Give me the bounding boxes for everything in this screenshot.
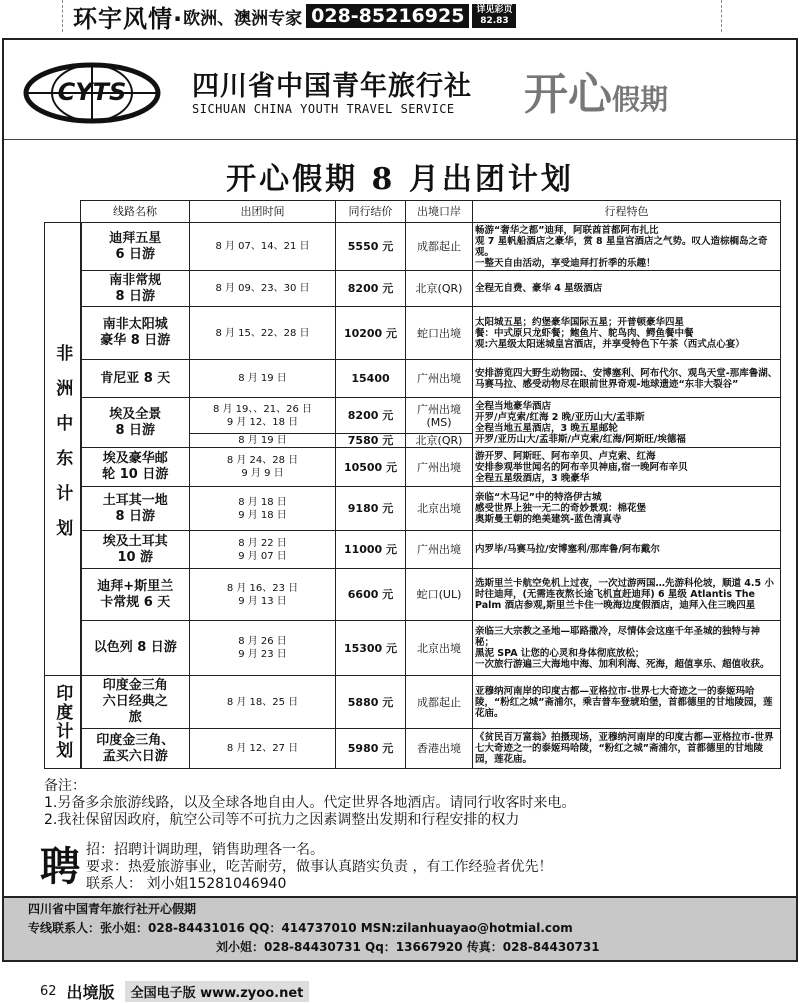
itinerary-features: 全程无自费、豪华 4 星级酒店 xyxy=(473,271,781,307)
departure-dates: 8 月 24、28 日 9 月 9 日 xyxy=(190,448,336,487)
route-name: 埃及豪华邮 轮 10 日游 xyxy=(81,448,190,487)
table-row xyxy=(45,531,781,569)
brand-logo xyxy=(524,58,668,122)
departure-port: 北京出境 xyxy=(406,621,473,676)
group-label: 非洲中东计划 xyxy=(45,223,81,676)
departure-port: 香港出境 xyxy=(406,729,473,769)
departure-dates: 8 月 19 日 xyxy=(190,434,336,448)
col-header: 出团时间 xyxy=(190,201,336,223)
route-name: 埃及土耳其 10 游 xyxy=(81,531,190,569)
itinerary-features: 《贫民百万富翁》拍摄现场，亚穆纳河南岸的印度古都—亚格拉市-世界七大奇迹之一的泰姬玛哈陵，“粉红之城”斋浦尔，首都德里的甘地陵园，莲花庙。 xyxy=(473,729,781,769)
recruitment xyxy=(40,842,740,894)
price: 15400 xyxy=(336,360,406,398)
price: 8200 元 xyxy=(336,271,406,307)
banner-subtitle: 欧洲、澳洲专家 xyxy=(183,8,303,29)
itinerary-features: 畅游“奢华之都”迪拜，阿联酋首都阿布扎比 观 7 星帆船酒店之豪华，赏 8 星皇宫酒店之气势。叹人造棕榈岛之奇观。 一整天自由活动，享受迪拜打折季的乐趣！ xyxy=(473,223,781,271)
itinerary-features: 亚穆纳河南岸的印度古都—亚格拉市-世界七大奇迹之一的泰姬玛哈陵，“粉红之城”斋浦尔，乘吉普车登琥珀堡，首都德里的甘地陵园，莲花庙。 xyxy=(473,676,781,729)
see-pages: 82.83 xyxy=(480,16,509,26)
departure-port: 成都起止 xyxy=(406,223,473,271)
itinerary-features: 亲临三大宗教之圣地—耶路撒冷，尽情体会这座千年圣城的独特与神秘； 黑泥 SPA 让您的心灵和身体彻底放松； 一次旅行游遍三大海地中海、加利利海、死海，超值享乐、超值收获。 xyxy=(473,621,781,676)
price: 11000 元 xyxy=(336,531,406,569)
departure-port: 广州出境 xyxy=(406,448,473,487)
website-link[interactable]: 全国电子版 www.zyoo.net xyxy=(125,981,310,1002)
route-name: 南非太阳城 豪华 8 日游 xyxy=(81,307,190,360)
contact-line: 刘小姐：028-84430731 Qq：13667920 传真：028-84430731 xyxy=(216,940,600,954)
table-row xyxy=(45,223,781,271)
col-header: 同行结价 xyxy=(336,201,406,223)
svg-text:CYTS: CYTS xyxy=(57,78,127,106)
itinerary-features: 选斯里兰卡航空免机上过夜，一次过游两国…先游科伦坡，顺道 4.5 小时往迪拜，(无需连夜熬长途飞机直赶迪拜) 6 星级 Atlantis The Palm 酒店参观,斯里兰卡住一晚海边度假酒店，迪拜入住三晚四星 xyxy=(473,569,781,621)
price: 6600 元 xyxy=(336,569,406,621)
departure-dates: 8 月 07、14、21 日 xyxy=(190,223,336,271)
departure-port: 广州出境 xyxy=(406,531,473,569)
itinerary-features: 安排游览四大野生动物园:、安博塞利、阿布代尔、观鸟天堂-那库鲁湖、马赛马拉、感受动物尽在眼前世界奇观-地球遗迹“东非大裂谷” xyxy=(473,360,781,398)
table-row xyxy=(45,271,781,307)
itinerary-features: 亲临“木马记”中的特洛伊古城 感受世界上独一无二的奇妙景观：棉花堡 奥斯曼王朝的绝美建筑-蓝色清真寺 xyxy=(473,487,781,531)
table-row xyxy=(45,398,781,434)
departure-port: 北京(QR) xyxy=(406,434,473,448)
tour-table xyxy=(44,200,781,769)
price: 5550 元 xyxy=(336,223,406,271)
route-name: 以色列 8 日游 xyxy=(81,621,190,676)
contact-org: 四川省中国青年旅行社开心假期 xyxy=(28,902,197,916)
brand-sub: 假期 xyxy=(612,83,669,116)
route-name: 肯尼亚 8 天 xyxy=(81,360,190,398)
route-name: 迪拜+斯里兰 卡常规 6 天 xyxy=(81,569,190,621)
recruit-line: 要求：热爱旅游事业，吃苦耐劳，做事认真踏实负责 ，有工作经验者优先！ xyxy=(86,859,553,875)
table-row xyxy=(45,360,781,398)
note-item: 1.另备多余旅游线路，以及全球各地自由人。代定世界各地酒店。请同行收客时来电。 xyxy=(44,795,576,811)
brand-main: 开心 xyxy=(524,69,612,120)
org-name-cn: 四川省中国青年旅行社 xyxy=(192,71,472,102)
table-row xyxy=(45,487,781,531)
page-number: 62 xyxy=(40,984,57,999)
ad-frame xyxy=(2,38,798,962)
page-title: 开心假期 8 月出团计划 xyxy=(226,162,574,197)
price: 5880 元 xyxy=(336,676,406,729)
group-label: 印度计划 xyxy=(45,676,81,769)
route-name: 埃及全景 8 日游 xyxy=(81,398,190,448)
departure-dates: 8 月 15、22、28 日 xyxy=(190,307,336,360)
table-header xyxy=(45,201,781,223)
price: 8200 元 xyxy=(336,398,406,434)
departure-dates: 8 月 19 日 xyxy=(190,360,336,398)
banner-see-pages xyxy=(472,4,516,28)
departure-dates: 8 月 18、25 日 xyxy=(190,676,336,729)
header xyxy=(4,40,796,140)
recruit-line: 招：招聘计调助理，销售助理各一名。 xyxy=(86,842,324,858)
departure-port: 广州出境 xyxy=(406,360,473,398)
table-row xyxy=(45,448,781,487)
departure-dates: 8 月 16、23 日 9 月 13 日 xyxy=(190,569,336,621)
price: 9180 元 xyxy=(336,487,406,531)
departure-port: 北京(QR) xyxy=(406,271,473,307)
departure-dates: 8 月 18 日 9 月 18 日 xyxy=(190,487,336,531)
price: 15300 元 xyxy=(336,621,406,676)
section-name: 出境版 xyxy=(66,983,115,1002)
top-banner xyxy=(62,0,722,32)
org-name-en: SICHUAN CHINA YOUTH TRAVEL SERVICE xyxy=(192,102,455,116)
itinerary-features: 全程当地豪华酒店 开罗/卢克索/红海 2 晚/亚历山大/孟菲斯 全程当地五星酒店，3 晚五星邮轮 开罗/亚历山大/孟菲斯/卢克索/红海/阿斯旺/埃德福 xyxy=(473,398,781,448)
itinerary-features: 太阳城五星；约堡豪华国际五星；开普顿豪华四星 餐：中式原只龙虾餐；鲍鱼片、鸵鸟肉、鳄鱼餐中餐 观:六星级太阳迷城皇宫酒店，并享受特色下午茶（西式点心宴） xyxy=(473,307,781,360)
contact-band xyxy=(4,896,796,960)
table-row xyxy=(45,676,781,729)
group-header xyxy=(45,201,81,223)
departure-dates: 8 月 26 日 9 月 23 日 xyxy=(190,621,336,676)
departure-port: 蛇口出境 xyxy=(406,307,473,360)
departure-port: 北京出境 xyxy=(406,487,473,531)
recruit-line: 联系人： 刘小姐15281046940 xyxy=(86,876,287,892)
route-name: 印度金三角 六日经典之 旅 xyxy=(81,676,190,729)
table-row xyxy=(45,569,781,621)
price: 5980 元 xyxy=(336,729,406,769)
notes xyxy=(44,778,575,829)
itinerary-features: 游开罗、阿斯旺、阿布辛贝、卢克索、红海 安排参观举世闻名的阿布辛贝神庙,宿一晚阿布辛贝 全程五星级酒店，3 晚豪华 xyxy=(473,448,781,487)
table-row xyxy=(45,621,781,676)
table-row xyxy=(45,729,781,769)
route-name: 迪拜五星 6 日游 xyxy=(81,223,190,271)
price: 10200 元 xyxy=(336,307,406,360)
table-row xyxy=(45,307,781,360)
departure-port: 蛇口(UL) xyxy=(406,569,473,621)
banner-phone: 028-85216925 xyxy=(306,4,469,28)
departure-dates: 8 月 19、、21、26 日 9 月 12、18 日 xyxy=(190,398,336,434)
recruit-char: 聘 xyxy=(40,844,80,890)
departure-port: 广州出境 (MS) xyxy=(406,398,473,434)
notes-label: 备注： xyxy=(44,778,86,794)
route-name: 印度金三角、 孟买六日游 xyxy=(81,729,190,769)
departure-port: 成都起止 xyxy=(406,676,473,729)
price: 10500 元 xyxy=(336,448,406,487)
price: 7580 元 xyxy=(336,434,406,448)
col-header: 行程特色 xyxy=(473,201,781,223)
route-name: 土耳其一地 8 日游 xyxy=(81,487,190,531)
departure-dates: 8 月 22 日 9 月 07 日 xyxy=(190,531,336,569)
itinerary-features: 内罗毕/马赛马拉/安博塞利/那库鲁/阿布戴尔 xyxy=(473,531,781,569)
note-item: 2.我社保留因政府，航空公司等不可抗力之因素调整出发期和行程安排的权力 xyxy=(44,812,520,828)
departure-dates: 8 月 12、27 日 xyxy=(190,729,336,769)
banner-brand: 环宇风情· xyxy=(73,4,184,33)
contact-line: 专线联系人：张小姐：028-84431016 QQ：414737010 MSN:zilanhuayao@hotmial.com xyxy=(28,921,573,935)
see-label: 详见彩页 xyxy=(476,5,513,15)
route-name: 南非常规 8 日游 xyxy=(81,271,190,307)
col-header: 出境口岸 xyxy=(406,201,473,223)
departure-dates: 8 月 09、23、30 日 xyxy=(190,271,336,307)
col-header: 线路名称 xyxy=(81,201,190,223)
cyts-logo-icon xyxy=(22,62,162,124)
